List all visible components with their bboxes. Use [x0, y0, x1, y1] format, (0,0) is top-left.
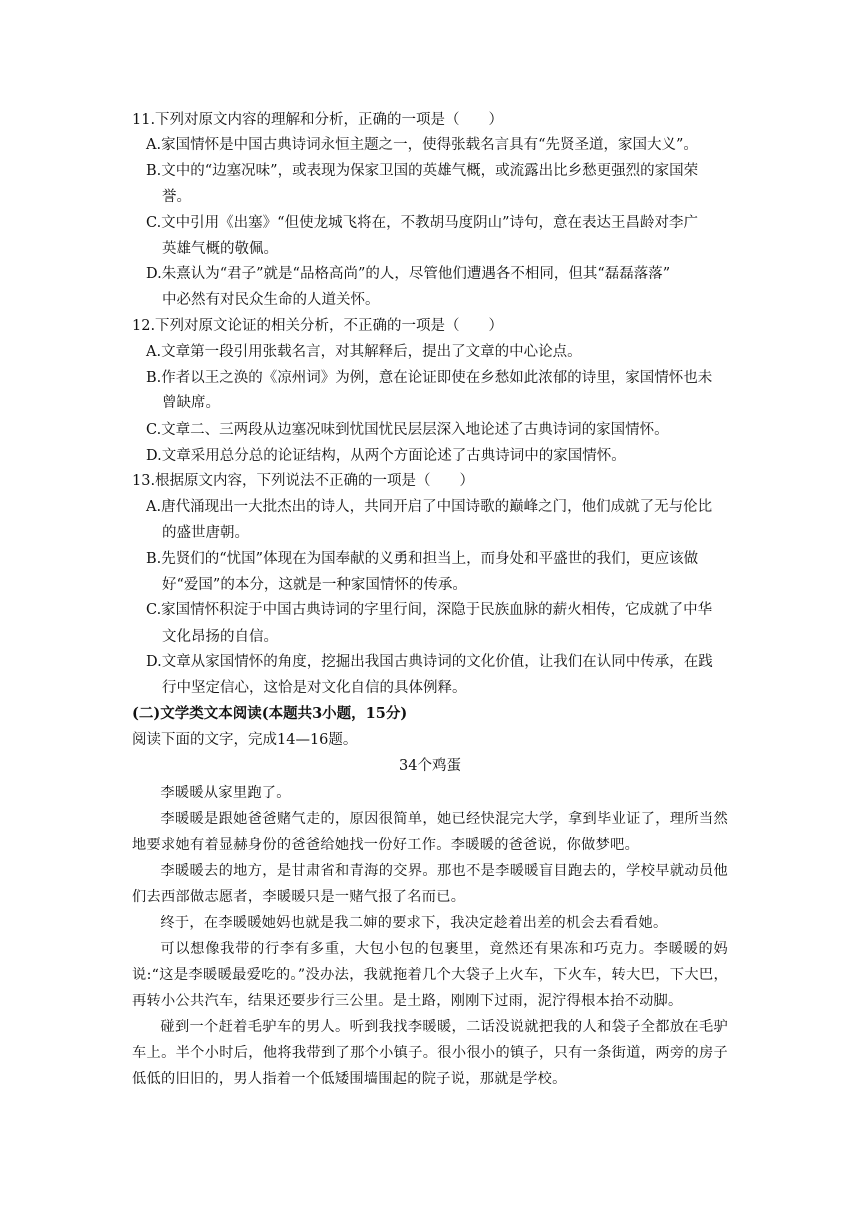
section-instruction: 阅读下面的文字，完成14—16题。	[132, 732, 358, 748]
question-11-option-d-continued: 中必然有对民众生命的人道关怀。	[162, 292, 380, 308]
question-11-option-c: C.文中引用《出塞》“但使龙城飞将在，不教胡马度阴山”诗句，意在表达王昌龄对李广	[146, 215, 699, 231]
question-12-option-b: B.作者以王之涣的《凉州词》为例，意在论证即使在乡愁如此浓郁的诗里，家国情怀也未	[146, 370, 713, 386]
article-paragraph: 碰到一个赶着毛驴车的男人。听到我找李暖暖，二话没说就把我的人和袋子全都放在毛驴车上。半个小时后，他将我带到了那个小镇子。很小很小的镇子，只有一条街道，两旁的房子低低的旧旧的，男人指着一个低矮围墙围起的院子说，那就是学校。	[132, 1019, 728, 1087]
article-paragraph: 李暖暖是跟她爸爸赌气走的，原因很简单，她已经快混完大学，拿到毕业证了，理所当然地要求她有着显赫身份的爸爸给她找一份好工作。李暖暖的爸爸说，你做梦吧。	[132, 811, 728, 853]
question-13-title: 13.根据原文内容，下列说法不正确的一项是（ ）	[132, 473, 475, 489]
article-paragraph: 可以想像我带的行李有多重，大包小包的包裹里，竟然还有果冻和巧克力。李暖暖的妈说:“这是李暖暖最爱吃的。”没办法，我就拖着几个大袋子上火车，下火车，转大巴，下大巴，再转小公共汽车，结果还要步行三公里。是土路，刚刚下过雨，泥泞得根本抬不动脚。	[132, 941, 728, 1009]
question-13-option-d: D.文章从家国情怀的角度，挖掘出我国古典诗词的文化价值，让我们在认同中传承，在践	[146, 654, 713, 670]
question-12-option-d: D.文章采用总分总的论证结构，从两个方面论述了古典诗词中的家国情怀。	[146, 448, 626, 464]
question-11-option-a: A.家国情怀是中国古典诗词永恒主题之一，使得张载名言具有“先贤圣道，家国大义”。	[146, 137, 698, 153]
question-12-option-a: A.文章第一段引用张载名言，对其解释后，提出了文章的中心论点。	[146, 344, 582, 360]
question-13-option-c-continued: 文化昂扬的自信。	[162, 629, 278, 645]
question-13-option-b-continued: 好“爱国”的本分，这就是一种家国情怀的传承。	[162, 577, 467, 593]
article-paragraph: 终于，在李暖暖她妈也就是我二婶的要求下，我决定趁着出差的机会去看看她。	[160, 915, 668, 931]
question-13-option-b: B.先贤们的“忧国”体现在为国奉献的义勇和担当上，而身处和平盛世的我们，更应该做	[146, 551, 699, 567]
question-13-option-a-continued: 的盛世唐朝。	[162, 525, 249, 541]
question-11-option-b: B.文中的“边塞况味”，或表现为保家卫国的英雄气概，或流露出比乡愁更强烈的家国荣	[146, 163, 699, 179]
question-11-title: 11.下列对原文内容的理解和分析，正确的一项是（ ）	[132, 112, 504, 128]
question-11-option-b-continued: 誉。	[162, 189, 191, 205]
article-paragraph: 李暖暖去的地方，是甘肃省和青海的交界。那也不是李暖暖盲目跑去的，学校早就动员他们去西部做志愿者，李暖暖只是一赌气报了名而已。	[132, 863, 728, 905]
question-11-option-d: D.朱熹认为“君子”就是“品格高尚”的人，尽管他们遭遇各不相同，但其“磊磊落落”	[146, 266, 671, 282]
article-paragraph: 李暖暖从家里跑了。	[160, 785, 291, 801]
question-11-option-c-continued: 英雄气概的敬佩。	[162, 241, 278, 257]
question-13-option-c: C.家国情怀积淀于中国古典诗词的字里行间，深隐于民族血脉的薪火相传，它成就了中华	[146, 602, 713, 618]
question-12-option-c: C.文章二、三两段从边塞况味到忧国忧民层层深入地论述了古典诗词的家国情怀。	[146, 422, 669, 438]
question-13-option-d-continued: 行中坚定信心，这恰是对文化自信的具体例释。	[162, 680, 467, 696]
section-heading: (二)文学类文本阅读(本题共3小题，15分)	[132, 705, 408, 722]
article-title: 34个鸡蛋	[399, 758, 461, 774]
question-12-option-b-continued: 曾缺席。	[162, 395, 220, 411]
question-12-title: 12.下列对原文论证的相关分析，不正确的一项是（ ）	[132, 318, 504, 334]
question-13-option-a: A.唐代涌现出一大批杰出的诗人，共同开启了中国诗歌的巅峰之门，他们成就了无与伦比	[146, 499, 713, 515]
